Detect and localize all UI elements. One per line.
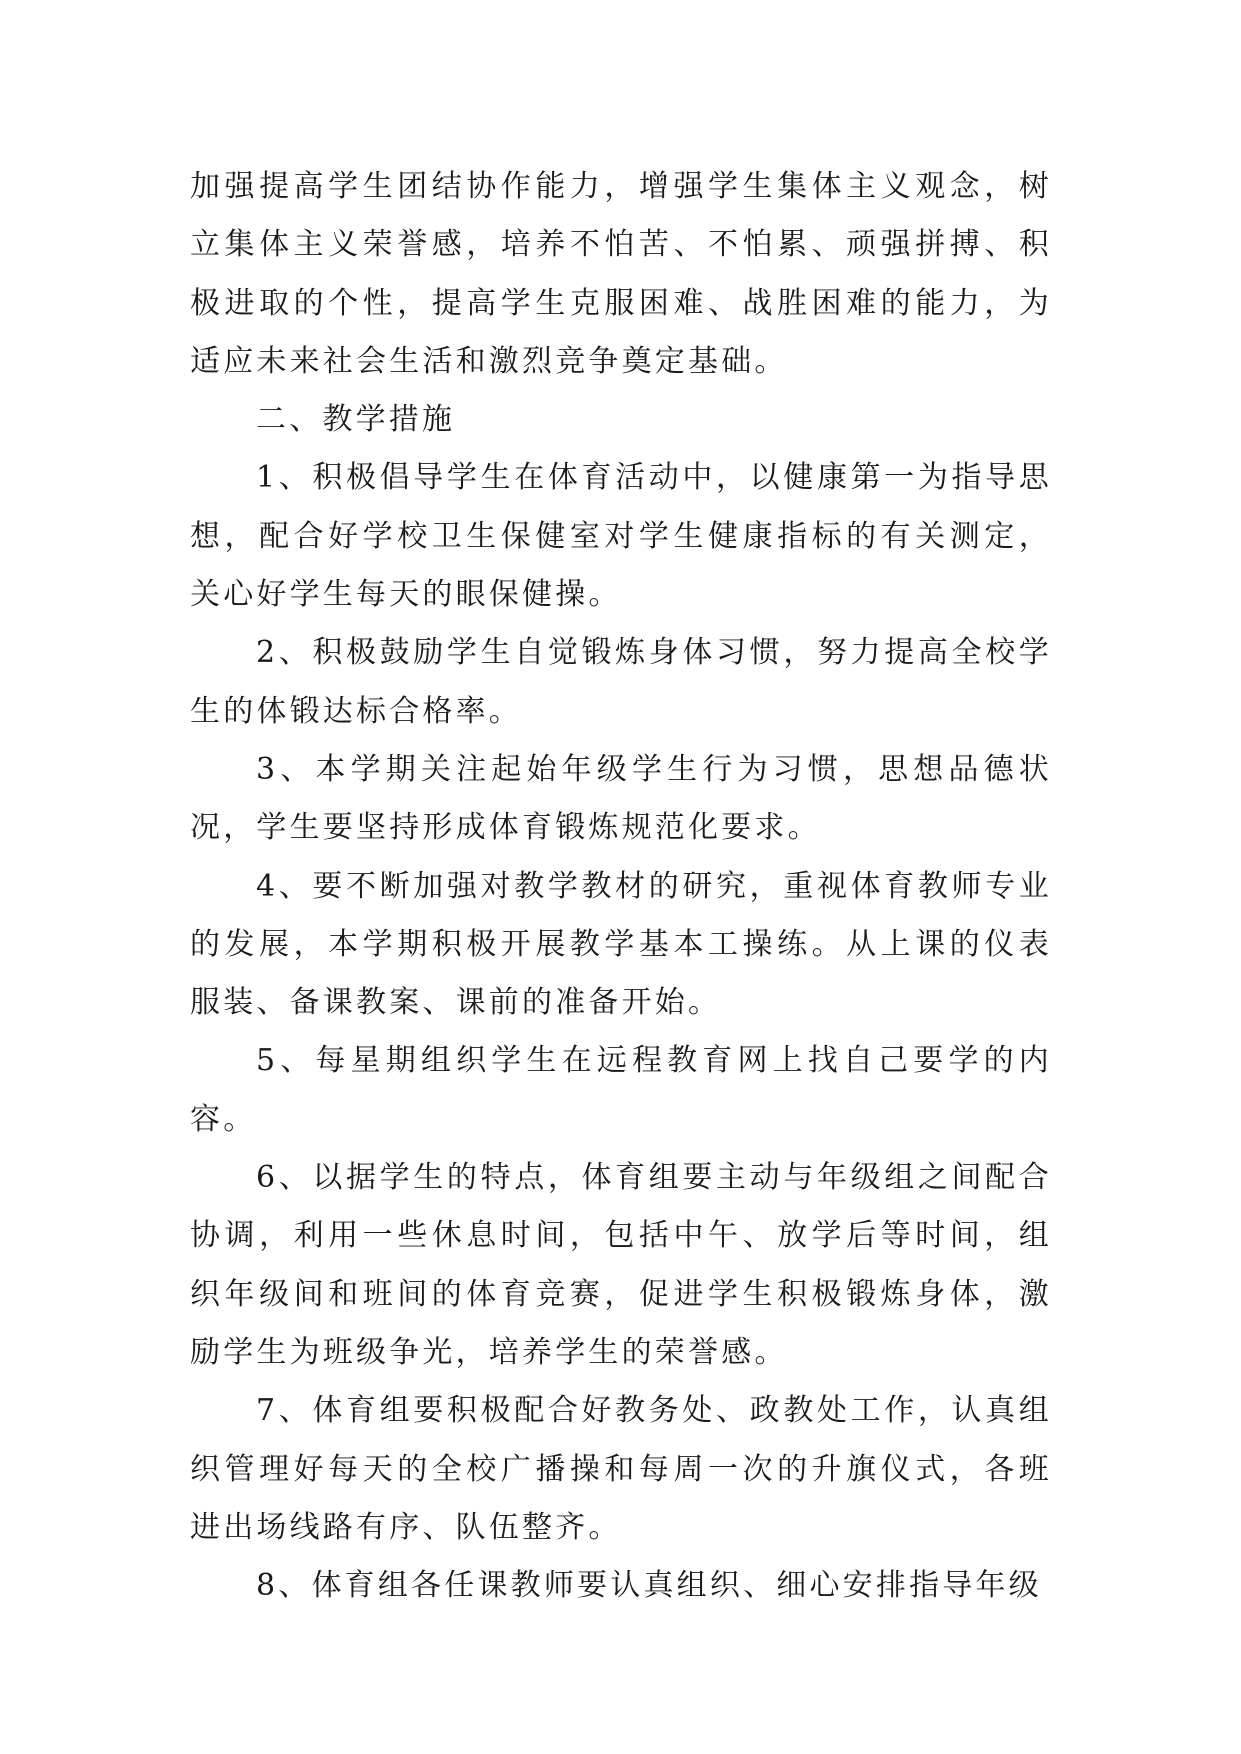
measure-item-4: 4、要不断加强对教学教材的研究，重视体育教师专业的发展，本学期积极开展教学基本工操练。从上课的仪表服装、备课教案、课前的准备开始。 xyxy=(190,868,1052,1021)
body-paragraph: 加强提高学生团结协作能力，增强学生集体主义观念，树立集体主义荣誉感，培养不怕苦、不怕累、顽强拼搏、积极进取的个性，提高学生克服困难、战胜困难的能力，为适应未来社会生活和激烈竞争奠定基础。 xyxy=(190,169,1052,379)
measure-item-3: 3、本学期关注起始年级学生行为习惯，思想品德状况，学生要坚持形成体育锻炼规范化要求。 xyxy=(190,751,1052,846)
measure-item-6: 6、以据学生的特点，体育组要主动与年级组之间配合协调，利用一些休息时间，包括中午、放学后等时间，组织年级间和班间的体育竞赛，促进学生积极锻炼身体，激励学生为班级争光，培养学生的荣誉感。 xyxy=(190,1160,1052,1370)
measure-item-5: 5、每星期组织学生在远程教育网上找自己要学的内容。 xyxy=(190,1043,1052,1137)
section-heading: 二、教学措施 xyxy=(256,402,456,438)
measure-item-7: 7、体育组要积极配合好教务处、政教处工作，认真组织管理好每天的全校广播操和每周一次的升旗仪式，各班进出场线路有序、队伍整齐。 xyxy=(190,1393,1052,1545)
measure-item-1: 1、积极倡导学生在体育活动中，以健康第一为指导思想，配合好学校卫生保健室对学生健康指标的有关测定，关心好学生每天的眼保健操。 xyxy=(190,460,1052,613)
measure-item-2: 2、积极鼓励学生自觉锻炼身体习惯，努力提高全校学生的体锻达标合格率。 xyxy=(190,635,1052,729)
measure-item-8: 8、体育组各任课教师要认真组织、细心安排指导年级 xyxy=(256,1568,1042,1604)
document-body xyxy=(190,158,1052,1615)
